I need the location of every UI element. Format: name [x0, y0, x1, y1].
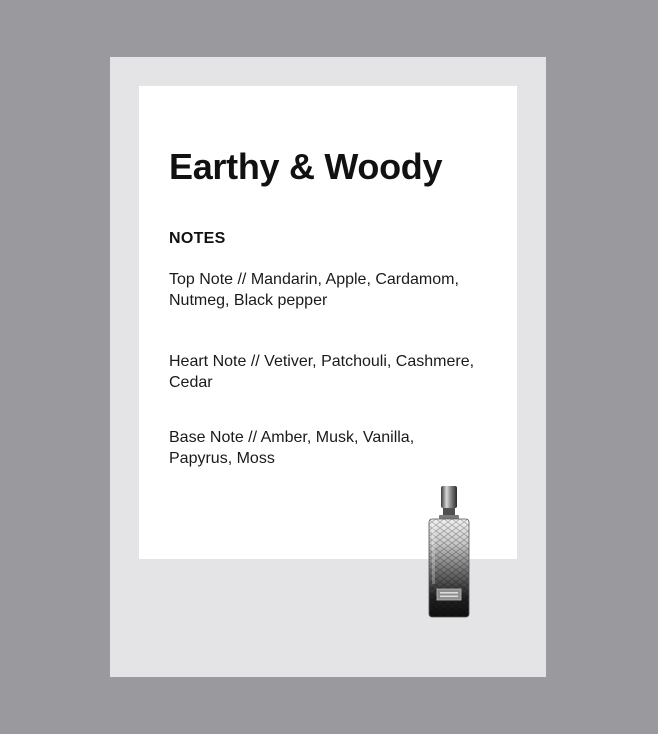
heart-note-line-1: Heart Note // Vetiver, Patchouli, Cashmere, [169, 353, 475, 370]
top-note-line-2: Nutmeg, Black pepper [169, 292, 328, 309]
top-note-line-1: Top Note // Mandarin, Apple, Cardamom, [169, 271, 459, 288]
top-note [169, 269, 529, 311]
heart-note [169, 351, 529, 393]
base-note-line-1: Base Note // Amber, Musk, Vanilla, [169, 429, 415, 446]
notes-heading: NOTES [169, 230, 226, 247]
heart-note-line-2: Cedar [169, 374, 213, 391]
base-note [169, 427, 529, 469]
base-note-line-2: Papyrus, Moss [169, 450, 275, 467]
card-title: Earthy & Woody [169, 146, 443, 187]
perfume-bottle-icon [428, 486, 470, 618]
